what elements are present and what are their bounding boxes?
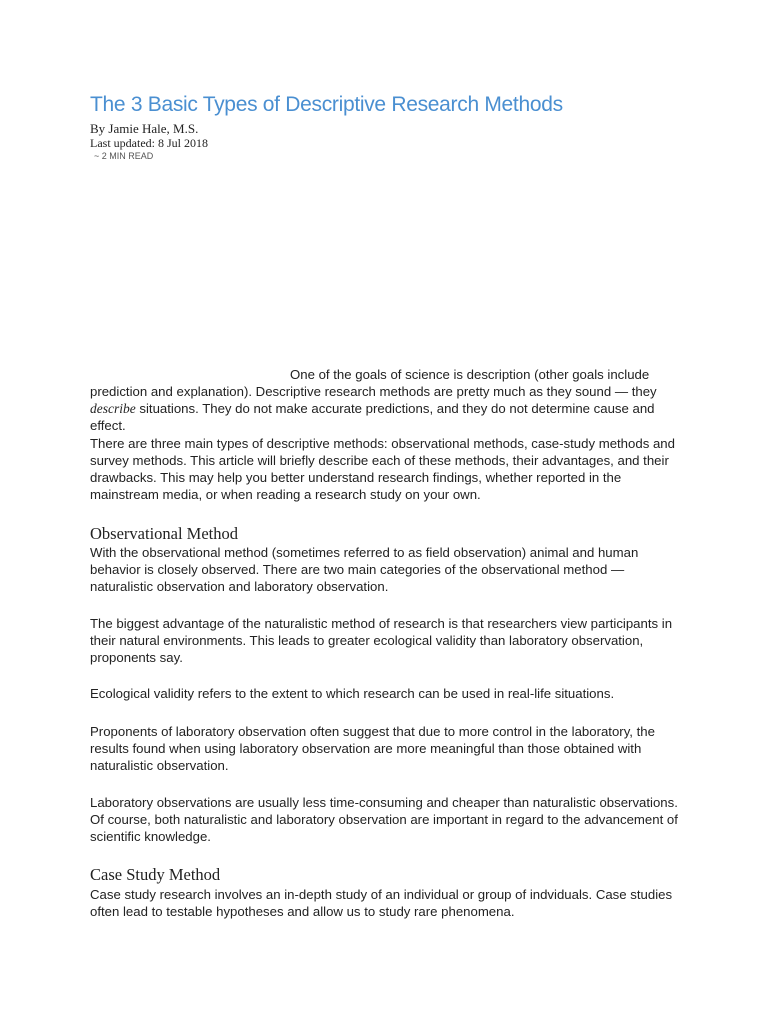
last-updated-date: Last updated: 8 Jul 2018: [90, 136, 208, 150]
observational-paragraph-4: Proponents of laboratory observation often suggest that due to more control in the laboratory, the results found when using laboratory observation are more meaningful than those obtained with naturalistic observation.: [90, 724, 655, 773]
intro-paragraph-1: [90, 366, 682, 434]
observational-paragraph-5: Laboratory observations are usually less time-consuming and cheaper than naturalistic observations. Of course, both naturalistic and laboratory observation are important in regard to the advancement of scientific knowledge.: [90, 795, 678, 844]
observational-paragraph-2: The biggest advantage of the naturalistic method of research is that researchers view participants in their natural environments. This leads to greater ecological validity than laboratory observation, proponents say.: [90, 616, 673, 665]
intro-p1-text-end: situations. They do not make accurate predictions, and they do not determine cause and effect.: [90, 401, 655, 433]
article-title: The 3 Basic Types of Descriptive Research Methods: [90, 93, 563, 116]
case-study-method-heading: Case Study Method: [90, 865, 221, 884]
read-time: ~ 2 MIN READ: [94, 151, 154, 161]
observational-paragraph-3: Ecological validity refers to the extent to which research can be used in real-life situations.: [90, 686, 615, 701]
intro-paragraph-2: There are three main types of descriptive methods: observational methods, case-study methods and survey methods. This article will briefly describe each of these methods, their advantages, and their drawbacks. This may help you better understand research findings, whether reported in the mainstream media, or when reading a research study on your own.: [90, 436, 675, 502]
emphasized-word: describe: [90, 401, 136, 416]
intro-p1-text-start: One of the goals of science is description (other goals include prediction and explanation). Descriptive research methods are pretty much as they sound — they: [90, 367, 657, 399]
case-study-paragraph-1: Case study research involves an in-depth study of an individual or group of indviduals. Case studies often lead to testable hypotheses and allow us to study rare phenomena.: [90, 887, 673, 919]
observational-method-heading: Observational Method: [90, 524, 239, 543]
author-byline: By Jamie Hale, M.S.: [90, 121, 199, 136]
observational-paragraph-1: With the observational method (sometimes referred to as field observation) animal and human behavior is closely observed. There are two main categories of the observational method — naturalistic observation and laboratory observation.: [90, 545, 639, 594]
